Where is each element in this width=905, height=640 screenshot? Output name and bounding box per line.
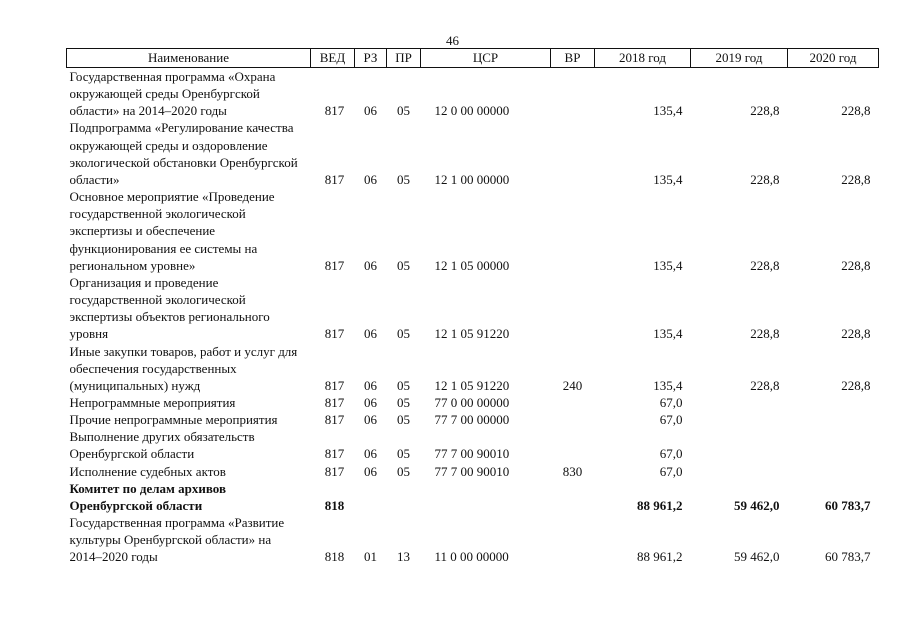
row-rz: 06 bbox=[364, 446, 377, 462]
header-csr: ЦСР bbox=[421, 49, 551, 68]
row-ved: 817 bbox=[324, 326, 345, 342]
row-name: Прочие непрограммные мероприятия bbox=[69, 412, 278, 428]
row-ved: 817 bbox=[324, 171, 345, 187]
row-vr: 240 bbox=[562, 377, 583, 393]
row-2018: 67,0 bbox=[659, 446, 683, 462]
row-2019: 228,8 bbox=[750, 377, 780, 393]
header-2020: 2020 год bbox=[788, 49, 879, 68]
row-pr: 05 bbox=[397, 171, 410, 187]
row-2018: 88 961,2 bbox=[637, 497, 683, 513]
row-rz: 06 bbox=[364, 326, 377, 342]
table-row bbox=[67, 480, 879, 514]
table-row bbox=[67, 394, 879, 411]
row-rz: 06 bbox=[364, 412, 377, 428]
row-rz: 06 bbox=[364, 257, 377, 273]
row-vr bbox=[551, 514, 595, 565]
row-vr bbox=[551, 274, 595, 343]
row-csr bbox=[421, 480, 551, 514]
row-2020: 228,8 bbox=[841, 326, 871, 342]
row-csr: 77 7 00 90010 bbox=[434, 463, 510, 479]
table-row bbox=[67, 274, 879, 343]
row-2020: 228,8 bbox=[841, 171, 871, 187]
row-vr bbox=[551, 480, 595, 514]
row-2019: 59 462,0 bbox=[734, 549, 780, 565]
row-rz: 06 bbox=[364, 377, 377, 393]
row-2018: 67,0 bbox=[659, 394, 683, 410]
header-ved: ВЕД bbox=[311, 49, 355, 68]
row-csr: 12 1 00 00000 bbox=[434, 171, 510, 187]
row-2019 bbox=[691, 428, 788, 462]
header-2019: 2019 год bbox=[691, 49, 788, 68]
row-rz: 06 bbox=[364, 463, 377, 479]
row-vr bbox=[551, 119, 595, 188]
row-2020: 60 783,7 bbox=[825, 497, 871, 513]
row-vr bbox=[551, 411, 595, 428]
row-vr: 830 bbox=[562, 463, 583, 479]
row-pr: 05 bbox=[397, 257, 410, 273]
table-row bbox=[67, 343, 879, 394]
row-vr bbox=[551, 428, 595, 462]
row-vr bbox=[551, 68, 595, 120]
table-row bbox=[67, 428, 879, 462]
row-csr: 11 0 00 00000 bbox=[434, 549, 509, 565]
row-pr: 05 bbox=[397, 412, 410, 428]
row-2020: 228,8 bbox=[841, 377, 871, 393]
row-ved: 817 bbox=[324, 412, 345, 428]
row-2019: 228,8 bbox=[750, 171, 780, 187]
row-pr: 05 bbox=[397, 446, 410, 462]
header-2018: 2018 год bbox=[595, 49, 691, 68]
table-row bbox=[67, 68, 879, 120]
table-row bbox=[67, 514, 879, 565]
row-name: Непрограммные мероприятия bbox=[69, 394, 236, 410]
row-2020: 228,8 bbox=[841, 103, 871, 119]
row-2018: 135,4 bbox=[653, 377, 683, 393]
row-csr: 12 1 05 91220 bbox=[434, 377, 510, 393]
row-csr: 77 7 00 00000 bbox=[434, 412, 510, 428]
row-name: Государственная программа «Охрана окружающей среды Оренбургской области» на 2014–2020 годы bbox=[69, 69, 276, 119]
row-pr: 13 bbox=[397, 549, 410, 565]
table-row bbox=[67, 188, 879, 274]
row-ved: 818 bbox=[324, 497, 345, 513]
row-2018: 135,4 bbox=[653, 103, 683, 119]
row-name: Иные закупки товаров, работ и услуг для обеспечения государственных (муниципальных) нужд bbox=[69, 343, 298, 393]
row-pr: 05 bbox=[397, 103, 410, 119]
row-rz: 01 bbox=[364, 549, 377, 565]
row-pr: 05 bbox=[397, 394, 410, 410]
row-name: Организация и проведение государственной экологической экспертизы объектов регионального уровня bbox=[69, 274, 270, 342]
row-2018: 135,4 bbox=[653, 326, 683, 342]
row-name: Исполнение судебных актов bbox=[69, 463, 226, 479]
row-2019: 228,8 bbox=[750, 103, 780, 119]
row-2020 bbox=[788, 411, 879, 428]
row-pr: 05 bbox=[397, 463, 410, 479]
row-csr: 12 1 05 91220 bbox=[434, 326, 510, 342]
header-vr: ВР bbox=[551, 49, 595, 68]
row-pr: 05 bbox=[397, 326, 410, 342]
row-2020: 60 783,7 bbox=[825, 549, 871, 565]
table-row bbox=[67, 119, 879, 188]
row-ved: 817 bbox=[324, 257, 345, 273]
row-name: Основное мероприятие «Проведение государственной экологической экспертизы и обеспечение функционирования ее системы на региональном уровне» bbox=[69, 189, 275, 273]
row-2019 bbox=[691, 411, 788, 428]
row-2018: 88 961,2 bbox=[637, 549, 683, 565]
row-rz: 06 bbox=[364, 394, 377, 410]
budget-table bbox=[66, 48, 879, 566]
header-rz: РЗ bbox=[355, 49, 387, 68]
row-ved: 817 bbox=[324, 446, 345, 462]
row-pr bbox=[387, 480, 421, 514]
table-header-row bbox=[67, 49, 879, 68]
row-2019: 228,8 bbox=[750, 326, 780, 342]
row-2020: 228,8 bbox=[841, 257, 871, 273]
row-rz bbox=[355, 480, 387, 514]
row-ved: 817 bbox=[324, 463, 345, 479]
row-2018: 67,0 bbox=[659, 463, 683, 479]
row-2019 bbox=[691, 463, 788, 480]
row-csr: 77 7 00 90010 bbox=[434, 446, 510, 462]
header-name: Наименование bbox=[67, 49, 311, 68]
row-2018: 135,4 bbox=[653, 257, 683, 273]
row-ved: 818 bbox=[324, 549, 345, 565]
row-2020 bbox=[788, 463, 879, 480]
row-2020 bbox=[788, 394, 879, 411]
header-pr: ПР bbox=[387, 49, 421, 68]
row-rz: 06 bbox=[364, 103, 377, 119]
row-2018: 67,0 bbox=[659, 412, 683, 428]
row-ved: 817 bbox=[324, 103, 345, 119]
page-number: 46 bbox=[446, 33, 459, 48]
row-rz: 06 bbox=[364, 171, 377, 187]
row-name: Выполнение других обязательств Оренбургской области bbox=[69, 429, 255, 462]
row-2020 bbox=[788, 428, 879, 462]
row-name: Подпрограмма «Регулирование качества окружающей среды и оздоровление экологической обстановки Оренбургской области» bbox=[69, 120, 298, 187]
row-vr bbox=[551, 188, 595, 274]
row-2019: 59 462,0 bbox=[734, 497, 780, 513]
row-name: Комитет по делам архивов Оренбургской области bbox=[69, 480, 227, 513]
row-csr: 12 0 00 00000 bbox=[434, 103, 510, 119]
row-2018: 135,4 bbox=[653, 171, 683, 187]
row-pr: 05 bbox=[397, 377, 410, 393]
row-ved: 817 bbox=[324, 394, 345, 410]
row-name: Государственная программа «Развитие культуры Оренбургской области» на 2014–2020 годы bbox=[69, 515, 285, 565]
row-2019 bbox=[691, 394, 788, 411]
row-csr: 12 1 05 00000 bbox=[434, 257, 510, 273]
table-row bbox=[67, 463, 879, 480]
row-ved: 817 bbox=[324, 377, 345, 393]
row-2019: 228,8 bbox=[750, 257, 780, 273]
table-row bbox=[67, 411, 879, 428]
row-vr bbox=[551, 394, 595, 411]
row-csr: 77 0 00 00000 bbox=[434, 394, 510, 410]
